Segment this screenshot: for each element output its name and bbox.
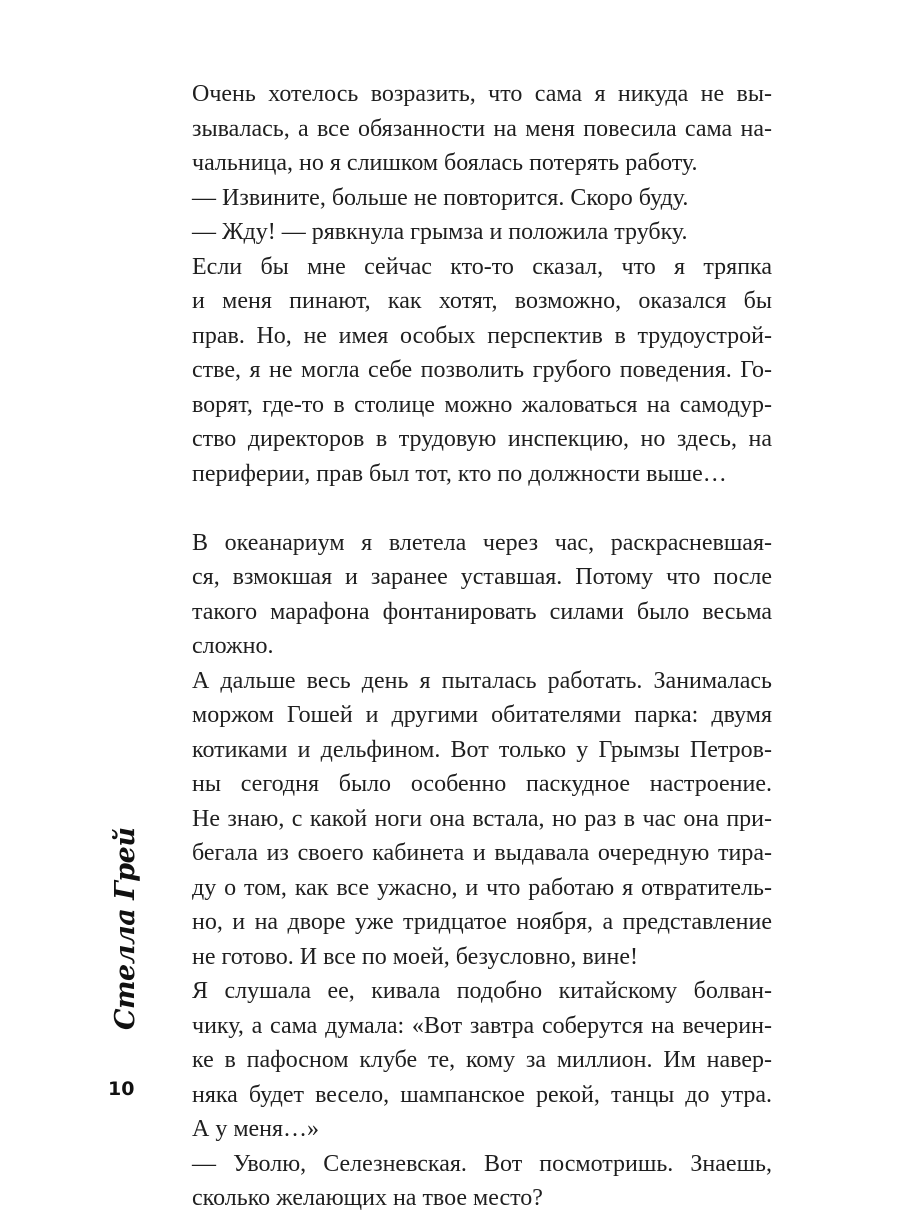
text-line: Не знаю, с какой ноги она встала, но раз в час она при-	[192, 805, 772, 832]
text-line: А дальше весь день я пыталась работать. Занималась	[192, 667, 772, 694]
text-line: периферии, прав был тот, кто по должности выше…	[192, 460, 727, 487]
page-number: 10	[108, 1078, 135, 1100]
text-line: ду о том, как все ужасно, и что работаю я отвратитель-	[192, 874, 772, 901]
text-line: бегала из своего кабинета и выдавала очередную тира-	[192, 840, 772, 866]
paragraph-gap	[192, 491, 772, 526]
text-line: ся, взмокшая и заранее уставшая. Потому что после	[192, 564, 772, 590]
text-line: — Уволю, Селезневская. Вот посмотришь. Знаешь,	[192, 1150, 772, 1177]
text-line: ны сегодня было особенно паскудное настроение.	[192, 771, 772, 797]
text-line: зывалась, а все обязанности на меня повесила сама на-	[192, 115, 772, 142]
text-line: Если бы мне сейчас кто-то сказал, что я тряпка	[192, 253, 772, 280]
text-line: чику, а сама думала: «Вот завтра соберутся на вечерин-	[192, 1012, 772, 1039]
text-line: и меня пинают, как хотят, возможно, оказался бы	[192, 288, 772, 314]
body-text	[192, 77, 772, 1216]
text-line: ке в пафосном клубе те, кому за миллион. Им навер-	[192, 1047, 772, 1073]
text-line: Я слушала ее, кивала подобно китайскому болван-	[192, 978, 772, 1004]
text-line: моржом Гошей и другими обитателями парка: двумя	[192, 702, 772, 728]
text-line: не готово. И все по моей, безусловно, вине!	[192, 943, 638, 970]
text-line: котиками и дельфином. Вот только у Грымзы Петров-	[192, 736, 772, 763]
text-line: А у меня…»	[192, 1116, 320, 1142]
text-line: прав. Но, не имея особых перспектив в трудоустрой-	[192, 322, 772, 349]
text-line: стве, я не могла себе позволить грубого поведения. Го-	[192, 357, 772, 383]
text-line: ворят, где-то в столице можно жаловаться на самодур-	[192, 391, 772, 418]
text-line: сложно.	[192, 633, 274, 659]
text-line: чальница, но я слишком боялась потерять работу.	[192, 150, 698, 176]
text-line: такого марафона фонтанировать силами было весьма	[192, 598, 772, 625]
text-line: — Извините, больше не повторится. Скоро буду.	[192, 184, 689, 211]
text-line: Очень хотелось возразить, что сама я никуда не вы-	[192, 81, 772, 107]
text-line: няка будет весело, шампанское рекой, танцы до утра.	[192, 1081, 772, 1108]
text-line: В океанариум я влетела через час, раскрасневшая-	[192, 529, 772, 556]
text-line: сколько желающих на твое место?	[192, 1185, 543, 1211]
text-line: ство директоров в трудовую инспекцию, но здесь, на	[192, 426, 772, 452]
running-head	[96, 827, 156, 1030]
author-name: Стелла Грей	[110, 827, 141, 1030]
text-line: — Жду! — рявкнула грымза и положила трубку.	[192, 219, 688, 245]
text-line: но, и на дворе уже тридцатое ноября, а представление	[192, 909, 772, 935]
